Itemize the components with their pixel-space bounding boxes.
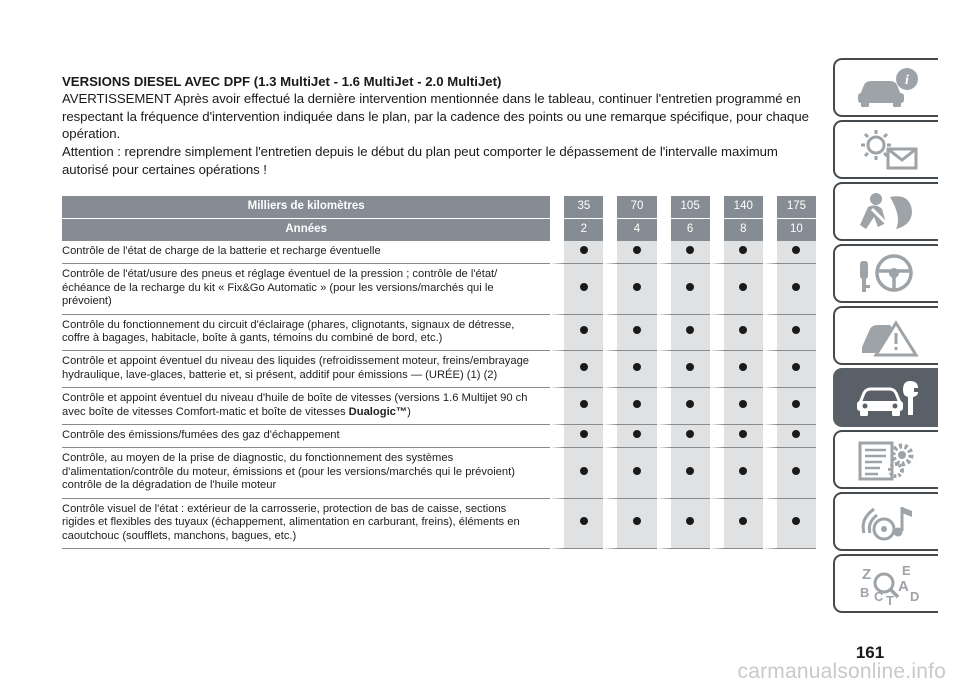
scheduled-dot-icon [739,517,747,525]
interval-cell [603,315,656,352]
scheduled-dot-icon [686,246,694,254]
scheduled-dot-icon [580,283,588,291]
table-row [62,315,816,352]
interval-cell [763,499,816,549]
interval-cell [603,499,656,549]
km-header-label: Milliers de kilomètres [62,196,550,219]
page-number: 161 [855,643,885,662]
warning-paragraph: AVERTISSEMENT Après avoir effectué la dernière intervention mentionnée dans le tableau, continuer l'entretien programmé en respectant la fréquence d'intervention indiquée dans le plan, par la cadence des points ou une remarque spécifique, pour chaque opération. [62,91,809,141]
interval-cell [550,425,603,448]
scheduled-dot-icon [739,467,747,475]
car-info-icon [852,65,922,111]
interval-cell [763,241,816,264]
index-letter: T [885,592,894,607]
interval-cell [550,499,603,549]
index-letter: D [909,588,919,604]
index-letter: Z [861,565,871,583]
interval-cell [657,448,710,498]
interval-cell [657,499,710,549]
tab-maintenance[interactable] [833,368,938,427]
scheduled-dot-icon [686,400,694,408]
scheduled-dot-icon [792,363,800,371]
warning-light-message-icon [852,127,922,173]
tab-car-info[interactable] [833,58,938,117]
interval-cell [603,264,656,314]
interval-cell [603,241,656,264]
scheduled-dot-icon [580,400,588,408]
table-row [62,425,816,448]
scheduled-dot-icon [633,326,641,334]
operation-text: Contrôle visuel de l'état : extérieur de la carrosserie, protection de bas de caisse, sections rigides et flexibles des tuyaux (échappement, alimentation en carburant, freins), éléments en caoutchouc (soufflets, manchons, bagues, etc.) [62,502,520,542]
scheduled-dot-icon [686,283,694,291]
operation-text-bold: Dualogic™ [348,405,408,418]
section-heading: VERSIONS DIESEL AVEC DPF (1.3 MultiJet - 1.6 MultiJet - 2.0 MultiJet) [62,74,502,89]
scheduled-dot-icon [633,430,641,438]
table-row [62,499,816,549]
watermark: carmanualsonline.info [737,660,946,683]
airbag-safety-icon [852,189,922,235]
scheduled-dot-icon [580,517,588,525]
operation-text-end: ) [407,405,411,418]
interval-cell [657,264,710,314]
years-header-label: Années [62,219,550,241]
scheduled-dot-icon [739,283,747,291]
tab-safety[interactable] [833,182,938,241]
index-letter: E [901,562,911,578]
key-steering-wheel-icon [852,251,922,297]
scheduled-dot-icon [580,246,588,254]
scheduled-dot-icon [686,363,694,371]
interval-cell [710,388,763,425]
operation-description [62,241,550,264]
svg-text:i: i [904,72,909,88]
scheduled-dot-icon [739,400,747,408]
scheduled-dot-icon [686,326,694,334]
scheduled-dot-icon [633,467,641,475]
operation-text: Contrôle du fonctionnement du circuit d'éclairage (phares, clignotants, signaux de détresse, coffre à bagages, habitacle, boîte à gants, témoins du combiné de bord, etc.) [62,318,515,345]
index-letter: A [897,577,909,595]
year-value: 4 [603,219,656,241]
interval-cell [550,315,603,352]
operation-text: Contrôle et appoint éventuel du niveau des liquides (refroidissement moteur, freins/embrayage hydraulique, lave-glaces, batterie et, si présent, additif pour émissions — (URÉE) (1) (2) [62,355,530,381]
scheduled-dot-icon [739,430,747,438]
scheduled-dot-icon [580,467,588,475]
interval-cell [763,448,816,498]
index-letter: B [859,584,869,600]
interval-cell [710,264,763,314]
tab-warning-lights[interactable] [833,120,938,179]
year-value: 8 [710,219,763,241]
scheduled-dot-icon [633,283,641,291]
interval-cell [603,448,656,498]
scheduled-dot-icon [580,326,588,334]
scheduled-dot-icon [686,467,694,475]
interval-cell [710,425,763,448]
operation-description [62,351,550,388]
interval-cell [763,388,816,425]
scheduled-dot-icon [792,400,800,408]
scheduled-dot-icon [686,517,694,525]
operation-description [62,315,550,352]
interval-cell [550,388,603,425]
interval-cell [657,388,710,425]
km-value: 140 [710,196,763,219]
alphabetical-index-icon [852,561,922,607]
tab-multimedia[interactable] [833,492,938,551]
table-row [62,241,816,264]
attention-paragraph: Attention : reprendre simplement l'entretien depuis le début du plan peut comporter le dépassement de l'intervalle maximum autorisé pour certaines opérations ! [62,144,778,177]
interval-cell [763,264,816,314]
scheduled-dot-icon [792,467,800,475]
tab-technical-data[interactable] [833,430,938,489]
technical-data-gear-icon [852,437,922,483]
operation-description [62,499,550,549]
scheduled-dot-icon [739,326,747,334]
scheduled-dot-icon [792,283,800,291]
scheduled-dot-icon [580,363,588,371]
index-letter: C [873,588,883,604]
table-row [62,264,816,314]
scheduled-dot-icon [633,363,641,371]
table-row [62,351,816,388]
operation-text: Contrôle des émissions/fumées des gaz d'échappement [62,429,340,442]
scheduled-dot-icon [580,430,588,438]
year-value: 6 [657,219,710,241]
interval-cell [710,315,763,352]
scheduled-dot-icon [739,363,747,371]
scheduled-dot-icon [633,517,641,525]
operation-description [62,388,550,425]
interval-cell [710,448,763,498]
year-value: 10 [763,219,816,241]
operation-description [62,264,550,314]
interval-cell [710,351,763,388]
operation-text: Contrôle, au moyen de la prise de diagnostic, du fonctionnement des systèmes d'alimentation/contrôle du moteur, émissions et (pour les versions/marchés qui le prévoient) contrôle de la dégradation de l'huile moteur [62,452,515,492]
tab-emergency[interactable] [833,306,938,365]
scheduled-dot-icon [792,326,800,334]
interval-cell [763,351,816,388]
scheduled-dot-icon [739,246,747,254]
interval-cell [603,388,656,425]
years-header-row [62,219,816,241]
interval-cell [657,241,710,264]
scheduled-dot-icon [686,430,694,438]
interval-cell [763,315,816,352]
interval-cell [657,425,710,448]
km-value: 35 [550,196,603,219]
operation-description [62,425,550,448]
operation-text: Contrôle de l'état de charge de la batterie et recharge éventuelle [62,245,381,257]
interval-cell [657,315,710,352]
table-row [62,388,816,425]
maintenance-schedule-table [62,196,816,549]
interval-cell [603,351,656,388]
scheduled-dot-icon [633,400,641,408]
interval-cell [710,241,763,264]
scheduled-dot-icon [792,246,800,254]
operation-text: Contrôle et appoint éventuel du niveau d'huile de boîte de vitesses (versions 1.6 Multijet 90 ch avec boîte de vitesses Comfort-matic et boîte de vitesses [62,392,528,418]
scheduled-dot-icon [792,517,800,525]
interval-cell [763,425,816,448]
interval-cell [603,425,656,448]
car-maintenance-wrench-icon [852,375,922,421]
multimedia-icon [852,499,922,545]
interval-cell [550,448,603,498]
operation-description [62,448,550,498]
scheduled-dot-icon [792,430,800,438]
table-row [62,448,816,498]
year-value: 2 [550,219,603,241]
interval-cell [710,499,763,549]
interval-cell [550,264,603,314]
scheduled-dot-icon [633,246,641,254]
km-value: 175 [763,196,816,219]
emergency-car-icon [852,313,922,359]
operation-text: Contrôle de l'état/usure des pneus et réglage éventuel de la pression ; contrôle de l'état/échéance de la recharge du kit « Fix&Go Automatic » (pour les versions/marchés qui le prévoient) [62,268,498,308]
interval-cell [550,351,603,388]
interval-cell [657,351,710,388]
interval-cell [550,241,603,264]
km-value: 105 [657,196,710,219]
km-value: 70 [603,196,656,219]
km-header-row [62,196,816,219]
tab-starting-driving[interactable] [833,244,938,303]
tab-index[interactable] [833,554,938,613]
